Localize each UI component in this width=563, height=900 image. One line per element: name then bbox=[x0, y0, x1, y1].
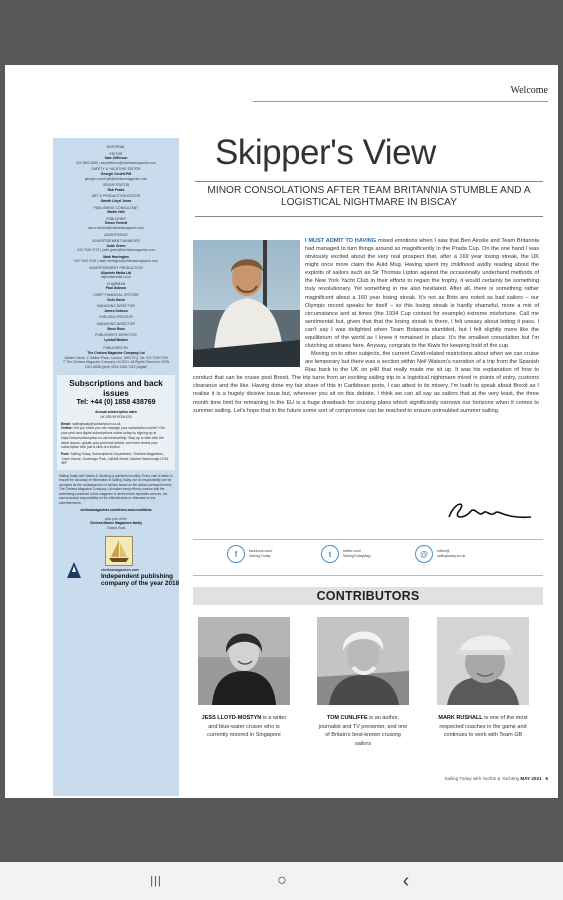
email-line1: editor@ bbox=[437, 549, 450, 554]
ipc-award: Independent publishing company of the year 2018 bbox=[101, 573, 180, 587]
staff-entry bbox=[59, 293, 173, 302]
copyright-notice: © The Chelsea Magazine Company Ltd 2021. All Rights Reserved. ISSN 1367-8868 (print) ISSN 2059-7320 (digital) bbox=[62, 360, 170, 369]
staff-name: Simon Temlett bbox=[104, 221, 128, 226]
staff-name: Mark Harrington bbox=[103, 254, 129, 259]
staff-entry bbox=[59, 315, 173, 320]
also-from-2: Classic Boat bbox=[106, 525, 126, 530]
staff-entry bbox=[59, 145, 173, 150]
page-footer bbox=[444, 776, 548, 781]
facebook-icon: f bbox=[227, 545, 245, 563]
contributor-bio: is an author, journalist and TV presenter, and one of Britain's best-known cruising sailors bbox=[318, 715, 408, 747]
staff-role: ADVERTISING bbox=[104, 232, 128, 237]
classic-boat-logo bbox=[105, 536, 133, 566]
staff-name: Allpoints Media Ltd bbox=[100, 270, 132, 275]
editorial-article bbox=[193, 237, 539, 415]
article-paragraph-2: Moving on to other subjects, the current Covid-related restrictions about when we can cruise are temporary but there was a section within Neil Watson's narration of a trip from the Spanish Rias back to the UK on p40 that really made me sit up. It was his explanation of how to conduct that can be cruise post Brexit. The trip turns from an exciting sailing trip to a logistical nightmare mired in points of entry, customs clearance and the like. Having done my fair share of this in Caribbean ports, I can attest to its misery. I'm loath to speak about Brexit as I realise it is a hugely divisive issue but, wherever you sit on this debate, I think we can all say as sailors that at the very least, the three month time limit for remaining in the EU is a huge drawback for cruising plans which significantly narrows our horizons when it comes to summer sailing. Let's hope that in the future some sort of compromise can be reached to ensure untroubled summer sailing. bbox=[193, 351, 539, 414]
staff-role: ADVERTISEMENT MANAGER bbox=[92, 239, 140, 244]
page-subhead: MINOR CONSOLATIONS AFTER TEAM BRITANNIA STUMBLE AND A LOGISTICAL NIGHTMARE IN BISCAY bbox=[207, 185, 531, 208]
staff-role: ADVERTISEMENT PRODUCTION bbox=[89, 266, 143, 271]
staff-role: PUBLISHING CONSULTANT bbox=[93, 205, 139, 210]
staff-name: Georgie Corlett-Pitt bbox=[100, 171, 132, 176]
staff-name: Lyndall Beaton bbox=[104, 337, 128, 342]
contributor-name: TOM CUNLIFFE bbox=[326, 715, 368, 721]
facebook-line2: Sailing.Today bbox=[249, 554, 271, 558]
back-button[interactable] bbox=[396, 869, 416, 892]
subhead-rule-bottom bbox=[195, 216, 543, 217]
staff-entry bbox=[59, 255, 173, 264]
staff-role: PUBLISHER'S DIRECTOR bbox=[95, 333, 137, 338]
header-rule bbox=[253, 101, 548, 102]
subs-online: Did you know you can manage your subscription online? Get your print and digital subscriptions online today by signing up at https://www.subscription.co.uk/chelsea/help. Stay up to date with the latest issues, update your personal details, and even renew your subscription with just a click of a button. bbox=[61, 426, 165, 450]
subs-online-label: Online: bbox=[61, 426, 73, 431]
magazine-page bbox=[5, 65, 558, 798]
staff-entry bbox=[59, 206, 173, 215]
footer-magazine: Sailing Today with Yachts & Yachting bbox=[444, 776, 520, 781]
staff-entry bbox=[59, 167, 173, 181]
staff-entry bbox=[59, 194, 173, 203]
staff-name: Gareth Lloyd Jones bbox=[100, 198, 132, 203]
staff-role: CHELSEA CREATIVE bbox=[99, 315, 133, 320]
social-rule-top bbox=[193, 539, 543, 540]
recent-apps-icon: ||| bbox=[150, 875, 162, 887]
staff-name: Paul Dobson bbox=[105, 286, 127, 291]
staff-name: Martin Hett bbox=[107, 210, 125, 215]
home-button[interactable] bbox=[272, 872, 292, 890]
twitter-icon: t bbox=[321, 545, 339, 563]
section-label: Welcome bbox=[510, 85, 548, 96]
contributor-card bbox=[317, 617, 409, 748]
reader-bottom-band bbox=[0, 798, 563, 862]
staff-role: EDITORIAL bbox=[106, 145, 126, 149]
twitter-line1: twitter.com/ bbox=[343, 549, 362, 554]
contributor-name: MARK RUSHALL bbox=[438, 715, 483, 721]
staff-entry bbox=[59, 217, 173, 231]
reader-top-band bbox=[0, 0, 563, 65]
staff-role: EDITOR bbox=[109, 151, 123, 156]
staff-contact: allpointsmedia.co.uk bbox=[101, 275, 131, 280]
staff-entry bbox=[59, 282, 173, 291]
subhead-rule-top bbox=[195, 181, 543, 182]
subs-email-label: Email: bbox=[61, 421, 72, 426]
social-rule-bottom bbox=[193, 575, 543, 576]
footer-date: MAY 2021 bbox=[520, 776, 542, 781]
bird-logo-icon bbox=[65, 560, 83, 580]
subs-email[interactable]: sailingtoday@subscription.co.uk bbox=[72, 421, 121, 426]
contributor-bio: is one of the most respected coaches in the game and continues to work with Team GB bbox=[439, 715, 528, 738]
page-headline: Skipper's View bbox=[215, 133, 436, 172]
staff-contact: simon.temlett@chelseamagazine.com bbox=[88, 225, 144, 230]
contributor-card bbox=[198, 617, 290, 740]
annual-rates: UK £59.99 ROW £91 bbox=[100, 415, 132, 420]
staff-entry bbox=[59, 304, 173, 313]
terms-link[interactable]: chelseamagazines.com/terms-and-conditions bbox=[80, 507, 152, 512]
email-link[interactable] bbox=[415, 545, 465, 563]
staff-entry bbox=[59, 266, 173, 280]
contributor-card bbox=[437, 617, 529, 740]
staff-role: MANAGING DIRECTOR bbox=[97, 304, 135, 309]
also-from: Chelsea Marine Magazines family bbox=[89, 521, 143, 526]
twitter-link[interactable] bbox=[321, 545, 370, 563]
social-links bbox=[193, 545, 543, 571]
staff-contact: 020 7349 3746 | mark.harrington@chelseamagazine.com bbox=[74, 259, 158, 264]
annual-rates-label: Annual subscription rates bbox=[95, 410, 137, 415]
staff-entry bbox=[59, 333, 173, 342]
staff-name: Rob Peake bbox=[107, 187, 125, 192]
staff-role: ART & PRODUCTION EDITOR bbox=[91, 194, 141, 199]
staff-contact: 020 7349 3722 | jodie.green@chelseamagazine.com bbox=[77, 248, 155, 253]
back-icon: ‹ bbox=[402, 869, 410, 892]
email-icon: @ bbox=[415, 545, 433, 563]
subs-post: Sailing Today, Subscriptions Department, Chelsea Magazines, Tower House, Sovereign Park, Lathkill Street, Market Harborough LE16 9EF bbox=[61, 451, 169, 466]
staff-role: GROUP EDITOR bbox=[102, 183, 130, 188]
subscriptions-title: Subscriptions and back issues bbox=[69, 378, 163, 398]
staff-contact: georgie.corlett-pitt@chelseamagazine.com bbox=[84, 176, 148, 181]
staff-name: Steve Ross bbox=[107, 326, 125, 331]
staff-role: SAFETY & YACHTING EDITOR bbox=[91, 167, 141, 172]
article-lead: I MUST ADMIT TO HAVING bbox=[305, 238, 377, 244]
home-icon: ○ bbox=[277, 872, 287, 889]
twitter-line2: SailingTodayMag bbox=[343, 554, 371, 558]
facebook-link[interactable] bbox=[227, 545, 272, 563]
staff-role: MANAGING DIRECTOR bbox=[97, 322, 135, 326]
publisher-logos bbox=[59, 536, 180, 592]
android-nav-bar bbox=[0, 862, 563, 900]
page-number: 5 bbox=[545, 776, 548, 781]
staff-entry bbox=[59, 239, 173, 253]
publisher-url[interactable]: chelseamagazines.com bbox=[101, 568, 139, 573]
subs-post-label: Post: bbox=[61, 451, 70, 456]
contributor-photo bbox=[317, 617, 409, 705]
staff-entry bbox=[59, 183, 173, 192]
staff-list bbox=[59, 145, 173, 342]
subscriptions-box bbox=[57, 375, 175, 470]
facebook-line1: facebook.com/ bbox=[249, 549, 273, 554]
staff-role: CHAIRMAN bbox=[106, 281, 126, 286]
staff-entry bbox=[59, 152, 173, 166]
staff-role: CHIEF FINANCIAL OFFICER bbox=[93, 293, 139, 298]
staff-role: PUBLISHER bbox=[106, 216, 126, 221]
email-line2: sailingtoday.co.uk bbox=[437, 554, 466, 558]
recent-apps-button[interactable] bbox=[146, 872, 166, 890]
also-from-label: Also part of the bbox=[104, 516, 128, 521]
article-paragraph-1: mixed emotions when I saw that Ben Ainslie and Team Britannia had managed to turn things around so magnificently in the Prada Cup. On the one hand I was obviously excited about the very real prospect that, after a 169 year losing streak, the UK might once more claim the Auld Mug. Having spent my childhood avidly reading about the exploits of sailors such as Sir Thomas Lipton against the occasionally underhand methods of the New York Yacht Club in their efforts to regain the trophy, it would certainly be something truly revolutionary. Yet something in me also hesitated. After all, there is something rather magnificent about a 160 year losing streak. It's not as Brits are noted as bad sailors – our Olympic record speaks for itself – so this losing streak is hardly shameful, more a mix of circumstance and at times (the 1934 Cup contest for example) extreme misfortune. Call me sentimental but, given that that the losing streak is there, I felt uneasy about letting it pass. I can't say I was delighted when Team Britannia stumbled, but I felt slightly more like the equilibrium of the world as I knew it remained in place. It's the smallest consolation but I'm clutching at straws here. Anyway, congrats to the Kiwis for keeping hold of the cup. bbox=[305, 238, 539, 350]
staff-entry bbox=[59, 322, 173, 331]
contributors-title: CONTRIBUTORS bbox=[316, 589, 420, 603]
contributor-bio: is a writer and blue-water cruiser who is currently moored in Singapore bbox=[207, 715, 287, 738]
contributor-name: JESS LLOYD-MOSTYN bbox=[201, 715, 262, 721]
published-by-label: PUBLISHED BY bbox=[103, 346, 129, 351]
masthead-sidebar bbox=[53, 138, 179, 796]
subscriptions-phone: Tel: +44 (0) 1858 438769 bbox=[76, 399, 156, 407]
staff-contact: 020 3603 8280 | samjefferson@chelseamagazine.com bbox=[76, 160, 156, 165]
contributors-header bbox=[193, 587, 543, 605]
disclaimer: Sailing Today with Yachts & Yachting is published monthly. Every care is taken to ensure the accuracy of information in Sailing Today, but no responsibility can be accepted for the consequences of actions based on the advice portrayed herein. The Chelsea Magazine Company Ltd makes every effort to ensure that the advertising contained in this magazine is derived from reputable sources, but cannot accept responsibility for the effectiveness or otherwise of any advertisements. bbox=[59, 474, 173, 505]
staff-name: James Dobson bbox=[104, 308, 128, 313]
staff-name: Jodie Green bbox=[106, 243, 126, 248]
publisher-name: The Chelsea Magazine Company Ltd bbox=[87, 350, 145, 355]
staff-entry bbox=[59, 233, 173, 238]
contributor-photo bbox=[437, 617, 529, 705]
contributor-photo bbox=[198, 617, 290, 705]
staff-name: Vicki Gavin bbox=[107, 297, 125, 302]
editor-signature bbox=[445, 497, 535, 530]
publisher-address: Jubilee House, 2 Jubilee Place, London, SW3 3TQ. Tel: 020 7349 3700 bbox=[63, 355, 169, 360]
staff-name: Sam Jefferson bbox=[104, 156, 128, 161]
